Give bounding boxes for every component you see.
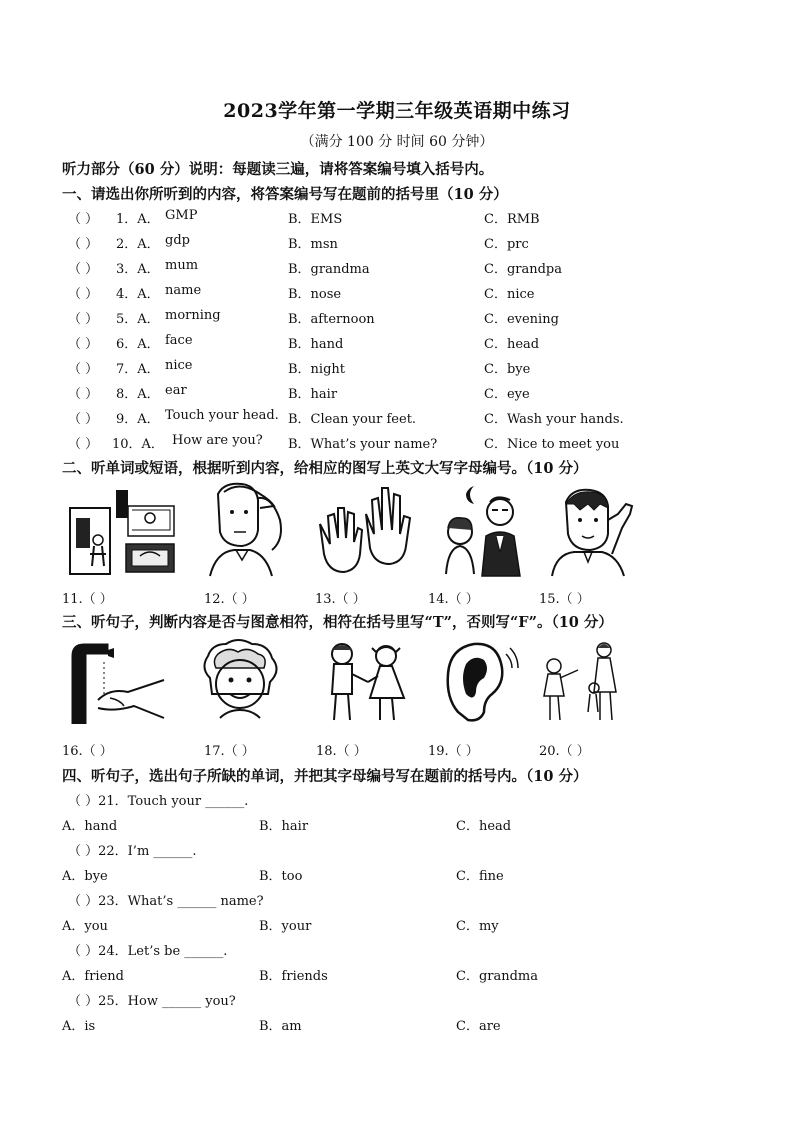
option-a: A．is: [62, 1019, 96, 1034]
option-b: B．Clean your feet.: [288, 412, 417, 427]
touching-ear-picture: [546, 484, 640, 578]
question-number: 10．A．: [112, 437, 164, 452]
picture-label[interactable]: 20.（ ）: [539, 744, 590, 759]
answer-bracket[interactable]: （ ）: [68, 387, 99, 402]
option-a: How are you?: [172, 433, 263, 448]
option-c: C．head: [456, 819, 512, 834]
option-c: C．nice: [484, 287, 535, 302]
washing-hands-picture: [64, 640, 170, 726]
answer-bracket[interactable]: （ ）: [68, 362, 99, 377]
option-b: B．nose: [288, 287, 342, 302]
option-a: name: [165, 283, 202, 298]
answer-bracket[interactable]: （ ）: [68, 337, 99, 352]
option-a: morning: [165, 308, 221, 323]
question-number: 4．A．: [116, 287, 160, 302]
option-c: C．Nice to meet you: [484, 437, 620, 452]
picture-label[interactable]: 18.（ ）: [316, 744, 367, 759]
option-a: face: [165, 333, 193, 348]
section1-heading: 一、请选出你所听到的内容，将答案编号写在题前的括号里（10 分）: [62, 186, 508, 203]
answer-options-row: [62, 915, 742, 935]
girl-face-picture: [198, 638, 282, 724]
answer-bracket[interactable]: （ ）: [68, 312, 99, 327]
picture-label[interactable]: 17.（ ）: [204, 744, 255, 759]
option-a: gdp: [165, 233, 190, 248]
option-b: B．msn: [288, 237, 338, 252]
option-b: B．am: [259, 1019, 302, 1034]
ear-picture: [440, 638, 520, 724]
option-b: B．hand: [288, 337, 344, 352]
page-subtitle: （满分 100 分 时间 60 分钟）: [300, 134, 494, 150]
option-b: B．hair: [259, 819, 309, 834]
morning-scene-picture: [66, 486, 178, 578]
picture-label[interactable]: 12.（ ）: [204, 592, 255, 607]
option-c: C．evening: [484, 312, 559, 327]
option-c: C．are: [456, 1019, 501, 1034]
option-a: Touch your head.: [165, 408, 279, 423]
answer-bracket[interactable]: （ ）: [68, 262, 99, 277]
option-c: C．bye: [484, 362, 531, 377]
picture-label[interactable]: 15.（ ）: [539, 592, 590, 607]
option-a: A．you: [62, 919, 108, 934]
fill-in-question[interactable]: （ ）23．What’s ______ name?: [68, 894, 264, 909]
answer-options-row: [62, 865, 742, 885]
option-a: A．friend: [62, 969, 124, 984]
option-c: C．RMB: [484, 212, 540, 227]
option-b: B．EMS: [288, 212, 343, 227]
fill-in-question[interactable]: （ ）24．Let’s be ______.: [68, 944, 228, 959]
option-a: A．bye: [62, 869, 108, 884]
option-b: B．What’s your name?: [288, 437, 438, 452]
question-number: 7．A．: [116, 362, 160, 377]
question-number: 6．A．: [116, 337, 160, 352]
fill-in-question[interactable]: （ ）25．How ______ you?: [68, 994, 236, 1009]
question-number: 9．A．: [116, 412, 160, 427]
fill-in-question[interactable]: （ ）21．Touch your ______.: [68, 794, 249, 809]
option-b: B．too: [259, 869, 303, 884]
children-greeting-picture: [538, 640, 622, 724]
answer-options-row: [62, 815, 742, 835]
option-c: C．prc: [484, 237, 529, 252]
page-title: 2023学年第一学期三年级英语期中练习: [223, 100, 571, 122]
answer-bracket[interactable]: （ ）: [68, 412, 99, 427]
option-c: C．my: [456, 919, 499, 934]
option-c: C．eye: [484, 387, 530, 402]
fill-in-question[interactable]: （ ）22．I’m ______.: [68, 844, 197, 859]
answer-bracket[interactable]: （ ）: [68, 212, 99, 227]
option-c: C．grandpa: [484, 262, 563, 277]
question-number: 5．A．: [116, 312, 160, 327]
question-number: 8．A．: [116, 387, 160, 402]
waving-hands-picture: [314, 484, 414, 578]
picture-label[interactable]: 14.（ ）: [428, 592, 479, 607]
question-number: 3．A．: [116, 262, 160, 277]
touching-head-picture: [200, 480, 290, 578]
section3-heading: 三、听句子，判断内容是否与图意相符，相符在括号里写“T”，否则写“F”。（10 分）: [62, 614, 613, 631]
answer-options-row: [62, 1015, 742, 1035]
picture-label[interactable]: 16.（ ）: [62, 744, 113, 759]
option-b: B．your: [259, 919, 312, 934]
option-a: A．hand: [62, 819, 118, 834]
option-c: C．Wash your hands.: [484, 412, 624, 427]
option-c: C．fine: [456, 869, 504, 884]
listening-intro: 听力部分（60 分）说明：每题读三遍，请将答案编号填入括号内。: [62, 161, 494, 178]
answer-bracket[interactable]: （ ）: [68, 287, 99, 302]
children-shaking-hands-picture: [322, 640, 412, 724]
picture-label[interactable]: 13.（ ）: [315, 592, 366, 607]
option-b: B．night: [288, 362, 346, 377]
option-b: B．hair: [288, 387, 338, 402]
option-c: C．head: [484, 337, 540, 352]
question-number: 1．A．: [116, 212, 160, 227]
answer-options-row: [62, 965, 742, 985]
option-a: mum: [165, 258, 199, 273]
section4-heading: 四、听句子，选出句子所缺的单词，并把其字母编号写在题前的括号内。（10 分）: [62, 768, 588, 785]
picture-label[interactable]: 11.（ ）: [62, 592, 113, 607]
option-b: B．afternoon: [288, 312, 375, 327]
question-number: 2．A．: [116, 237, 160, 252]
answer-bracket[interactable]: （ ）: [68, 237, 99, 252]
option-a: nice: [165, 358, 193, 373]
option-a: GMP: [165, 208, 198, 223]
option-b: B．grandma: [288, 262, 370, 277]
option-a: ear: [165, 383, 187, 398]
picture-label[interactable]: 19.（ ）: [428, 744, 479, 759]
section2-heading: 二、听单词或短语，根据听到内容，给相应的图写上英文大写字母编号。（10 分）: [62, 460, 588, 477]
night-meeting-picture: [440, 482, 526, 578]
answer-bracket[interactable]: （ ）: [68, 437, 99, 452]
option-b: B．friends: [259, 969, 328, 984]
option-c: C．grandma: [456, 969, 539, 984]
